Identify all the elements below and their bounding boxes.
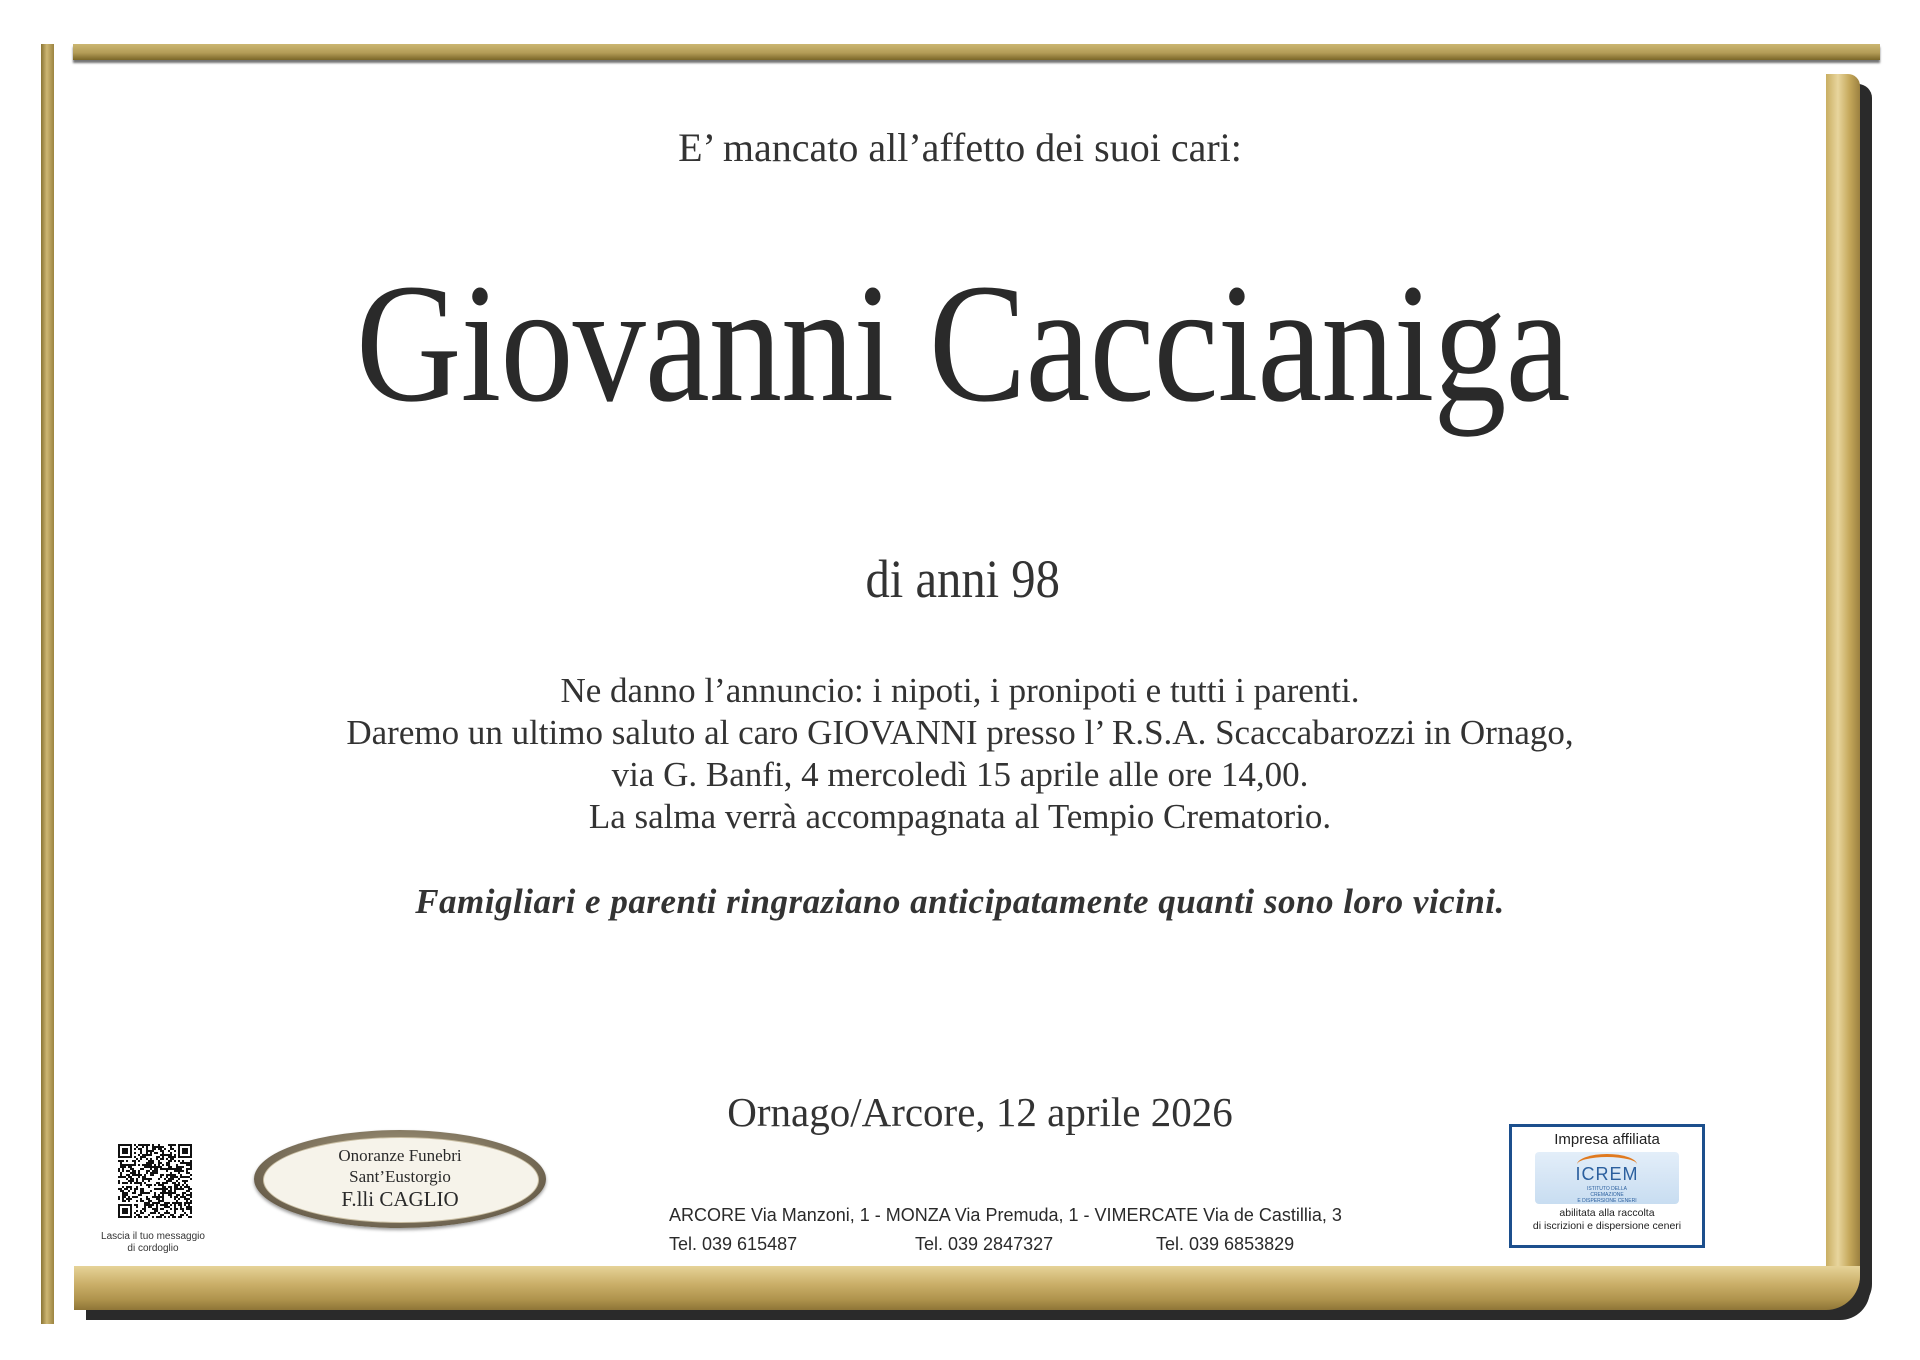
icrem-subtitle <box>1535 1186 1679 1204</box>
icrem-subtitle-line: ISTITUTO DELLA <box>1587 1186 1627 1192</box>
qr-code-icon[interactable] <box>118 1144 192 1218</box>
icrem-subtitle-line: CREMAZIONE <box>1590 1192 1624 1198</box>
icrem-badge-title: Impresa affiliata <box>1554 1131 1660 1148</box>
announcement-line: Daremo un ultimo saluto al caro GIOVANNI presso l’ R.S.A. Scaccabarozzi in Ornago, <box>346 713 1574 752</box>
icrem-logo <box>1535 1152 1679 1204</box>
address-line: ARCORE Via Manzoni, 1 - MONZA Via Premuda, 1 - VIMERCATE Via de Castillia, 3 <box>669 1205 1342 1225</box>
phone-monza: Tel. 039 2847327 <box>915 1234 1054 1254</box>
addresses-block <box>669 1205 1469 1258</box>
icrem-badge-footer <box>1512 1207 1702 1233</box>
qr-caption-line: Lascia il tuo messaggio <box>101 1231 205 1242</box>
icrem-brand: ICREM <box>1575 1164 1639 1184</box>
place-date: Ornago/Arcore, 12 aprile 2026 <box>727 1089 1233 1135</box>
gold-frame-top <box>73 44 1880 60</box>
icrem-footer-line: abilitata alla raccolta <box>1559 1207 1655 1219</box>
funeral-home-name <box>263 1145 537 1212</box>
funeral-home-line: Onoranze Funebri <box>338 1146 462 1165</box>
phones-row <box>669 1234 1469 1258</box>
funeral-home-line: Sant’Eustorgio <box>349 1167 451 1186</box>
deceased-age: di anni 98 <box>865 549 1060 609</box>
deceased-name: Giovanni Caccianiga <box>355 249 1570 437</box>
icrem-badge <box>1509 1124 1705 1248</box>
gold-frame-bottom <box>74 1266 1860 1310</box>
funeral-home-line: F.lli CAGLIO <box>341 1187 459 1211</box>
icrem-footer-line: di iscrizioni e dispersione ceneri <box>1532 1220 1682 1232</box>
intro-text: E’ mancato all’affetto dei suoi cari: <box>678 125 1242 170</box>
phone-arcore: Tel. 039 615487 <box>669 1234 798 1254</box>
announcement-line: Ne danno l’annuncio: i nipoti, i pronipoti e tutti i parenti. <box>560 671 1360 710</box>
icrem-subtitle-line: E DISPERSIONE CENERI <box>1577 1198 1637 1204</box>
thanks-text: Famigliari e parenti ringraziano anticipatamente quanti sono loro vicini. <box>415 882 1505 921</box>
announcement-line: via G. Banfi, 4 mercoledì 15 aprile alle ore 14,00. <box>611 755 1309 794</box>
announcement-body <box>0 670 1920 838</box>
qr-caption-line: di cordoglio <box>127 1243 179 1254</box>
announcement-line: La salma verrà accompagnata al Tempio Crematorio. <box>588 797 1332 836</box>
qr-caption <box>86 1231 220 1255</box>
phone-vimercate: Tel. 039 6853829 <box>1156 1234 1295 1254</box>
notice-paper <box>74 60 1826 1266</box>
